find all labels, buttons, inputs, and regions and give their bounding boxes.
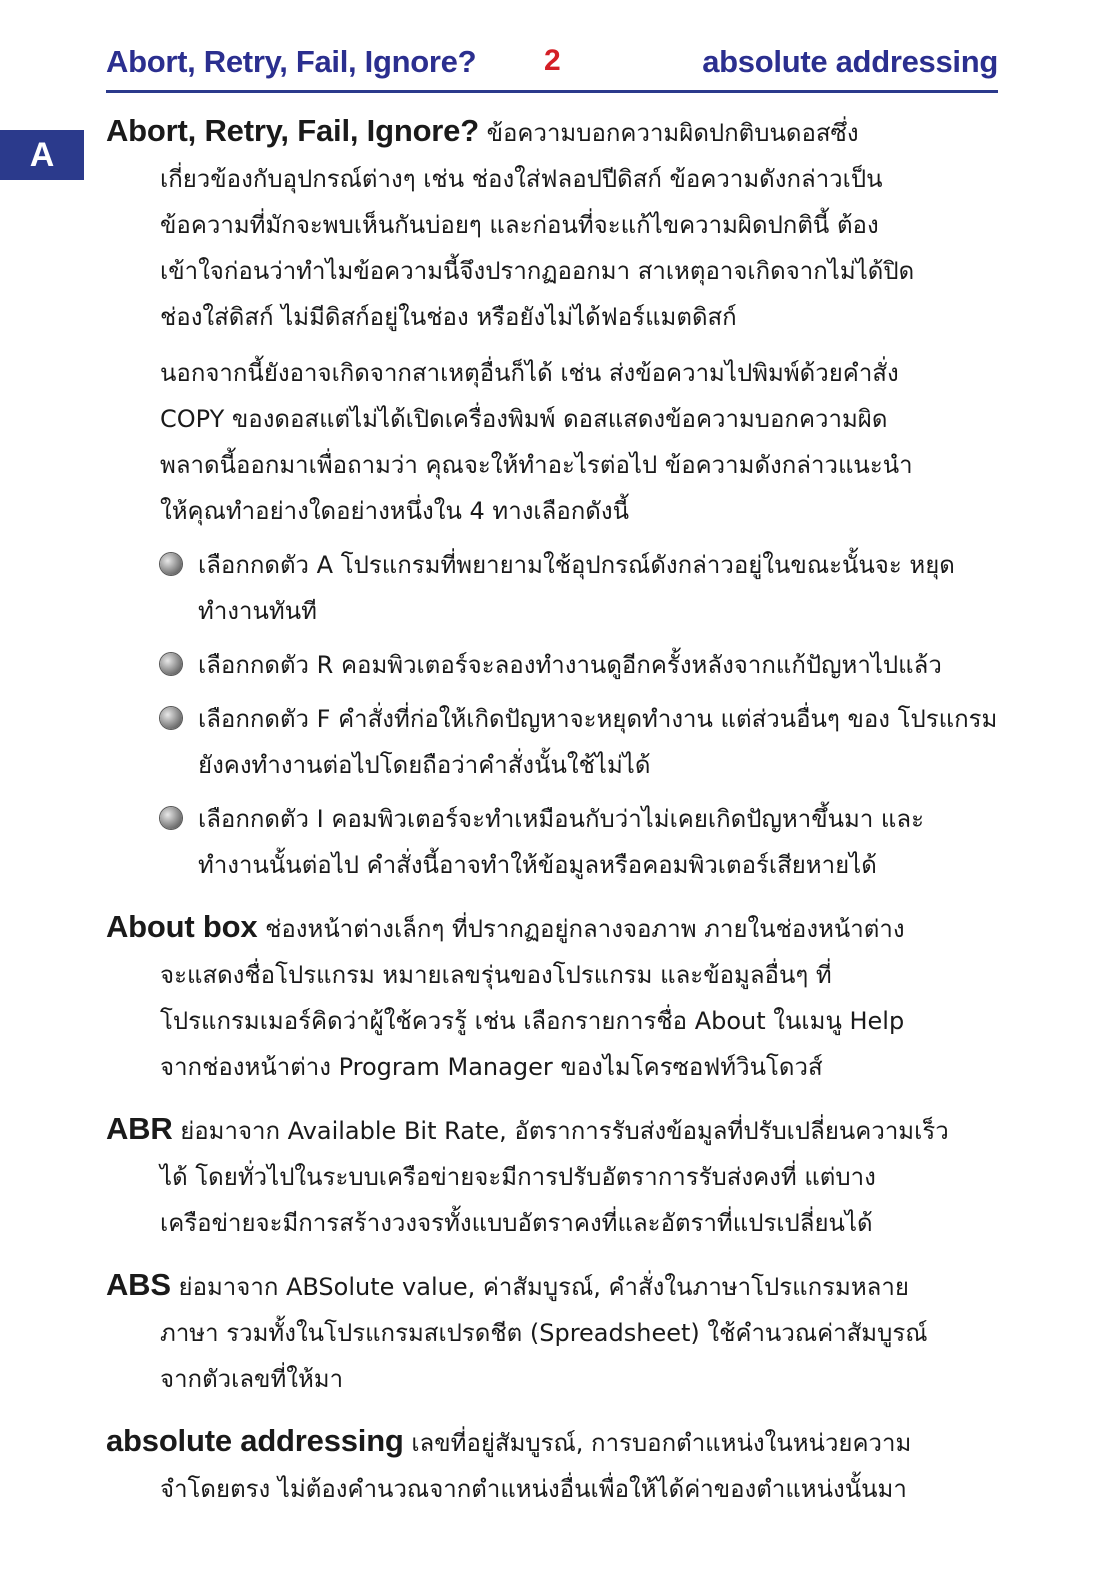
- entry-first-line: [106, 1418, 998, 1466]
- entry-term: ABS: [106, 1267, 171, 1302]
- entry-definition-line: เข้าใจก่อนว่าทำไมข้อความนี้จึงปรากฏออกมา สาเหตุอาจเกิดจากไม่ได้ปิด: [160, 257, 915, 285]
- entry-abort-retry-fail-ignore: [106, 108, 998, 888]
- entry-definition-line: เลขที่อยู่สัมบูรณ์, การบอกตำแหน่งในหน่วยความ: [411, 1429, 912, 1457]
- bullet-icon: [160, 653, 182, 675]
- bullet-item: [160, 696, 998, 788]
- entry-first-line: [106, 904, 998, 952]
- bullet-text: เลือกกดตัว F คำสั่งที่ก่อให้เกิดปัญหาจะหยุดทำงาน แต่ส่วนอื่นๆ ของ โปรแกรมยังคงทำงานต่อไปโดยถือว่าคำสั่งนั้นใช้ไม่ได้: [198, 705, 998, 779]
- bullet-text: เลือกกดตัว I คอมพิวเตอร์จะทำเหมือนกับว่าไม่เคยเกิดปัญหาขึ้นมา และ ทำงานนั้นต่อไป คำสั่งนี้อาจทำให้ข้อมูลหรือคอมพิวเตอร์เสียหายได้: [198, 805, 924, 879]
- entry-definition-line: จะแสดงชื่อโปรแกรม หมายเลขรุ่นของโปรแกรม และข้อมูลอื่นๆ ที่: [160, 961, 832, 989]
- entry-first-line: [106, 108, 998, 156]
- bullet-text: เลือกกดตัว R คอมพิวเตอร์จะลองทำงานดูอีกครั้งหลังจากแก้ปัญหาไปแล้ว: [198, 651, 942, 679]
- entry-about-box: [106, 904, 998, 1090]
- entry-paragraph: [106, 350, 998, 534]
- entry-definition-line: จากตัวเลขที่ให้มา: [160, 1365, 344, 1393]
- page-header: [106, 38, 998, 93]
- entry-term: Abort, Retry, Fail, Ignore?: [106, 113, 479, 148]
- bullet-icon: [160, 807, 182, 829]
- entry-definition-line: ย่อมาจาก ABSolute value, ค่าสัมบูรณ์, คำสั่งในภาษาโปรแกรมหลาย: [178, 1273, 909, 1301]
- bullet-list: [106, 542, 998, 888]
- paragraph-line: พลาดนี้ออกมาเพื่อถามว่า คุณจะให้ทำอะไรต่อไป ข้อความดังกล่าวแนะนำ: [160, 451, 913, 479]
- paragraph-line: ให้คุณทำอย่างใดอย่างหนึ่งใน 4 ทางเลือกดังนี้: [160, 497, 629, 525]
- paragraph-line: นอกจากนี้ยังอาจเกิดจากสาเหตุอื่นก็ได้ เช่น ส่งข้อความไปพิมพ์ด้วยคำสั่ง: [160, 359, 899, 387]
- header-left-title: Abort, Retry, Fail, Ignore?: [106, 44, 477, 79]
- bullet-icon: [160, 553, 182, 575]
- bullet-item: [160, 796, 998, 888]
- entry-definition-line: ย่อมาจาก Available Bit Rate, อัตราการรับส่งข้อมูลที่ปรับเปลี่ยนความเร็ว: [180, 1117, 949, 1145]
- entry-definition-line: จำโดยตรง ไม่ต้องคำนวณจากตำแหน่งอื่นเพื่อให้ได้ค่าของตำแหน่งนั้นมา: [160, 1475, 907, 1503]
- entry-definition-line: ช่องหน้าต่างเล็กๆ ที่ปรากฏอยู่กลางจอภาพ ภายในช่องหน้าต่าง: [265, 915, 905, 943]
- entry-definition-line: ข้อความที่มักจะพบเห็นกันบ่อยๆ และก่อนที่จะแก้ไขความผิดปกตินี้ ต้อง: [160, 211, 879, 239]
- header-right-title: absolute addressing: [702, 44, 998, 79]
- entry-abr: [106, 1106, 998, 1246]
- entry-definition-line: ภาษา รวมทั้งในโปรแกรมสเปรดชีต (Spreadsheet) ใช้คำนวณค่าสัมบูรณ์: [160, 1319, 928, 1347]
- paragraph-line: COPY ของดอสแต่ไม่ได้เปิดเครื่องพิมพ์ ดอสแสดงข้อความบอกความผิด: [160, 405, 888, 433]
- entry-definition-line: โปรแกรมเมอร์คิดว่าผู้ใช้ควรรู้ เช่น เลือกรายการชื่อ About ในเมนู Help: [160, 1007, 905, 1035]
- bullet-item: [160, 642, 998, 688]
- entry-term: ABR: [106, 1111, 173, 1146]
- bullet-icon: [160, 707, 182, 729]
- entry-definition-line: ข้อความบอกความผิดปกติบนดอสซึ่ง: [486, 119, 859, 147]
- page-number: 2: [544, 44, 561, 77]
- entry-definition-line: ได้ โดยทั่วไปในระบบเครือข่ายจะมีการปรับอัตราการรับส่งคงที่ แต่บาง: [160, 1163, 876, 1191]
- entry-first-line: [106, 1106, 998, 1154]
- entry-definition-line: ช่องใส่ดิสก์ ไม่มีดิสก์อยู่ในช่อง หรือยังไม่ได้ฟอร์แมตดิสก์: [160, 303, 737, 331]
- entry-term: About box: [106, 909, 258, 944]
- letter-tab: A: [0, 130, 84, 180]
- entry-term: absolute addressing: [106, 1423, 404, 1458]
- entry-definition-line: เกี่ยวข้องกับอุปกรณ์ต่างๆ เช่น ช่องใส่ฟลอปปีดิสก์ ข้อความดังกล่าวเป็น: [160, 165, 883, 193]
- dictionary-content: [106, 108, 998, 1528]
- entry-abs: [106, 1262, 998, 1402]
- entry-absolute-addressing: [106, 1418, 998, 1512]
- entry-first-line: [106, 1262, 998, 1310]
- bullet-item: [160, 542, 998, 634]
- entry-definition-line: เครือข่ายจะมีการสร้างวงจรทั้งแบบอัตราคงที่และอัตราที่แปรเปลี่ยนได้: [160, 1209, 873, 1237]
- entry-definition-line: จากช่องหน้าต่าง Program Manager ของไมโครซอฟท์วินโดวส์: [160, 1053, 823, 1081]
- bullet-text: เลือกกดตัว A โปรแกรมที่พยายามใช้อุปกรณ์ดังกล่าวอยู่ในขณะนั้นจะ หยุดทำงานทันที: [198, 551, 955, 625]
